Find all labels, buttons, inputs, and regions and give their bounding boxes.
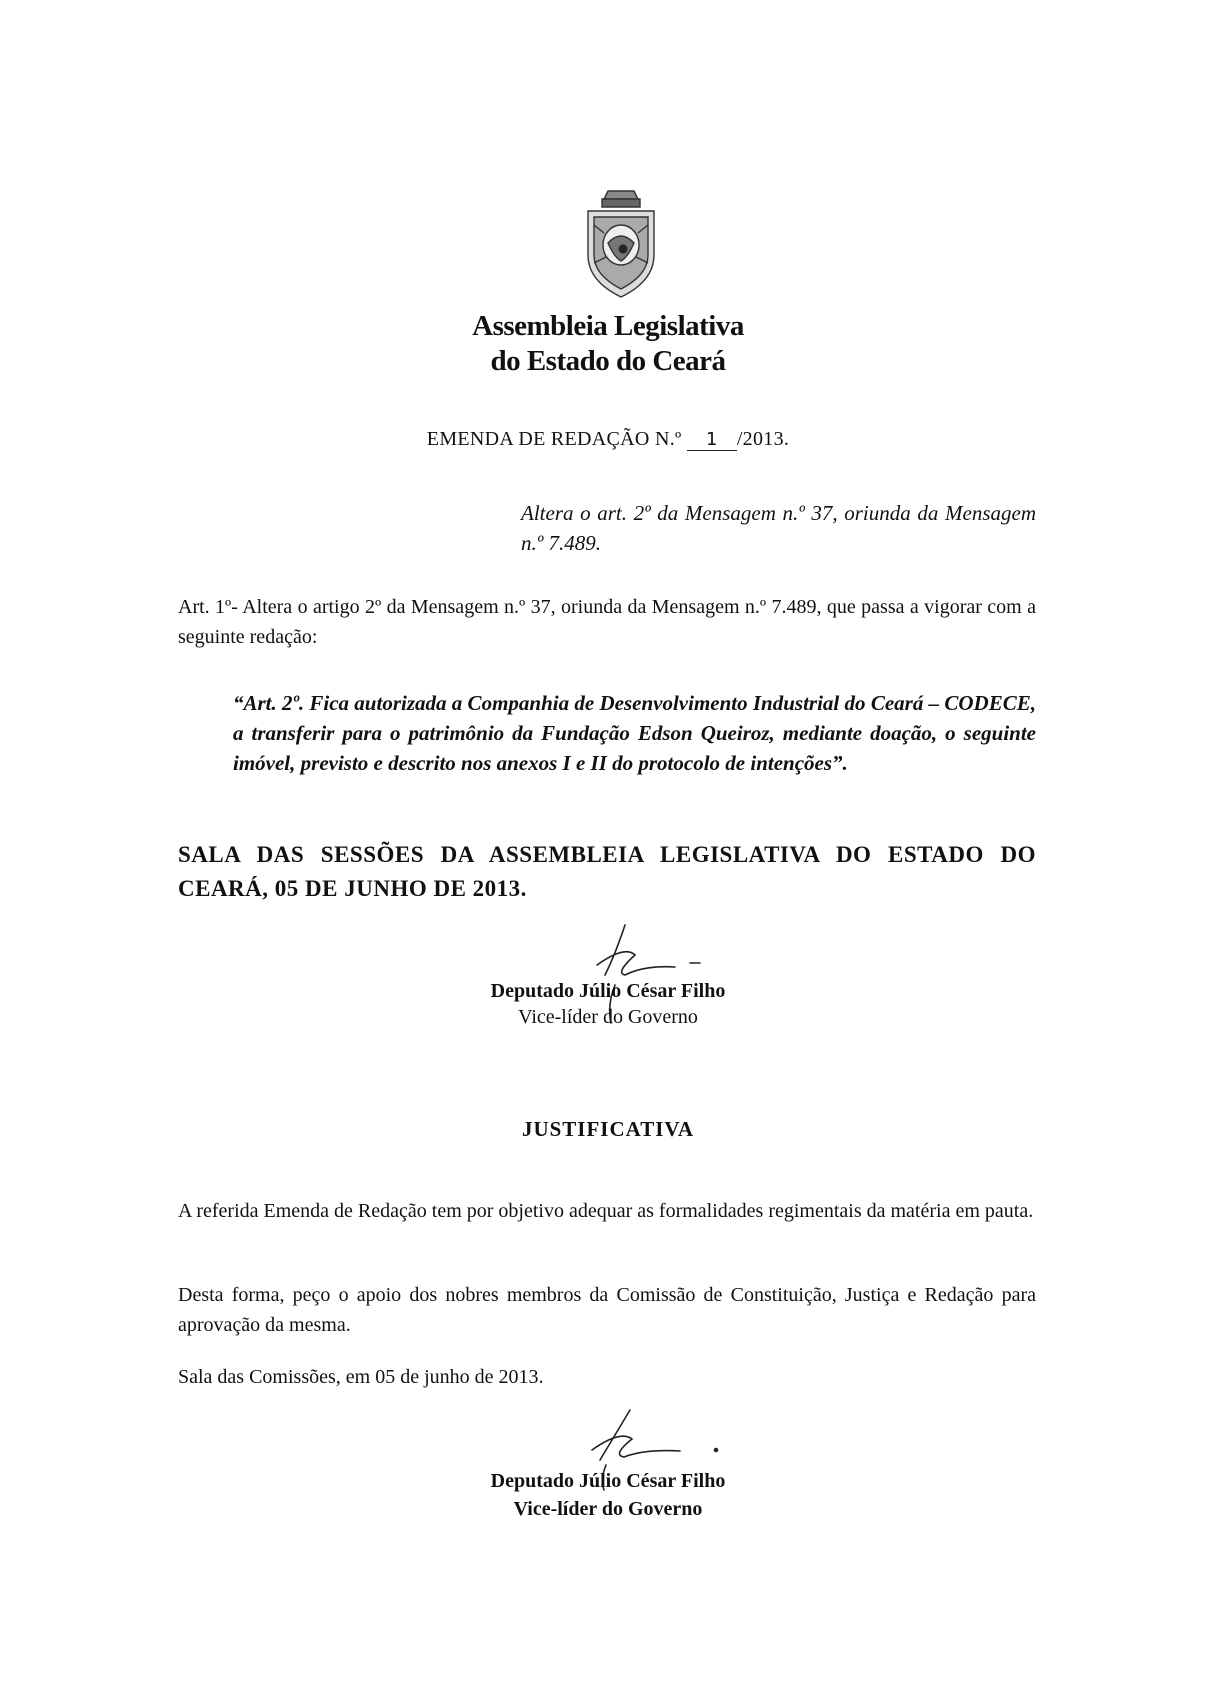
justification-heading: JUSTIFICATIVA bbox=[521, 1117, 695, 1141]
institution-name: Assembleia Legislativa bbox=[472, 310, 744, 342]
document-title bbox=[0, 428, 1216, 451]
ementa: Altera o art. 2º da Mensagem n.º 37, oriunda da Mensagem n.º 7.489. bbox=[521, 501, 1036, 555]
justification-paragraph-2: Desta forma, peço o apoio dos nobres membros da Comissão de Constituição, Justiça e Redação para aprovação da mesma. bbox=[178, 1284, 1036, 1336]
commission-date: Sala das Comissões, em 05 de junho de 2013. bbox=[178, 1366, 544, 1388]
signature1-name: Deputado Júlio César Filho bbox=[490, 980, 726, 1002]
quoted-article-2: “Art. 2º. Fica autorizada a Companhia de Desenvolvimento Industrial do Ceará – CODECE, a transferir para o patrimônio da Fundação Edson Queiroz, mediante doação, o seguinte imóvel, previsto e descrito nos anexos I e II do protocolo de intenções”. bbox=[233, 691, 1036, 775]
amendment-number: 1 bbox=[687, 429, 737, 451]
institution-state: do Estado do Ceará bbox=[490, 345, 726, 377]
signature1-role: Vice-líder do Governo bbox=[518, 1006, 698, 1028]
signature2-role: Vice-líder do Governo bbox=[513, 1498, 703, 1520]
title-prefix: EMENDA DE REDAÇÃO N.º bbox=[426, 428, 682, 450]
justification-paragraph-1: A referida Emenda de Redação tem por objetivo adequar as formalidades regimentais da matéria em pauta. bbox=[178, 1200, 1034, 1222]
title-suffix: /2013. bbox=[736, 428, 790, 450]
session-room-statement: SALA DAS SESSÕES DA ASSEMBLEIA LEGISLATIVA DO ESTADO DO CEARÁ, 05 DE JUNHO DE 2013. bbox=[178, 842, 1036, 901]
state-coat-of-arms-icon bbox=[580, 185, 662, 303]
signature2-name: Deputado Júlio César Filho bbox=[490, 1470, 726, 1492]
article-1: Art. 1º- Altera o artigo 2º da Mensagem n.º 37, oriunda da Mensagem n.º 7.489, que passa a vigorar com a seguinte redação: bbox=[178, 596, 1036, 648]
